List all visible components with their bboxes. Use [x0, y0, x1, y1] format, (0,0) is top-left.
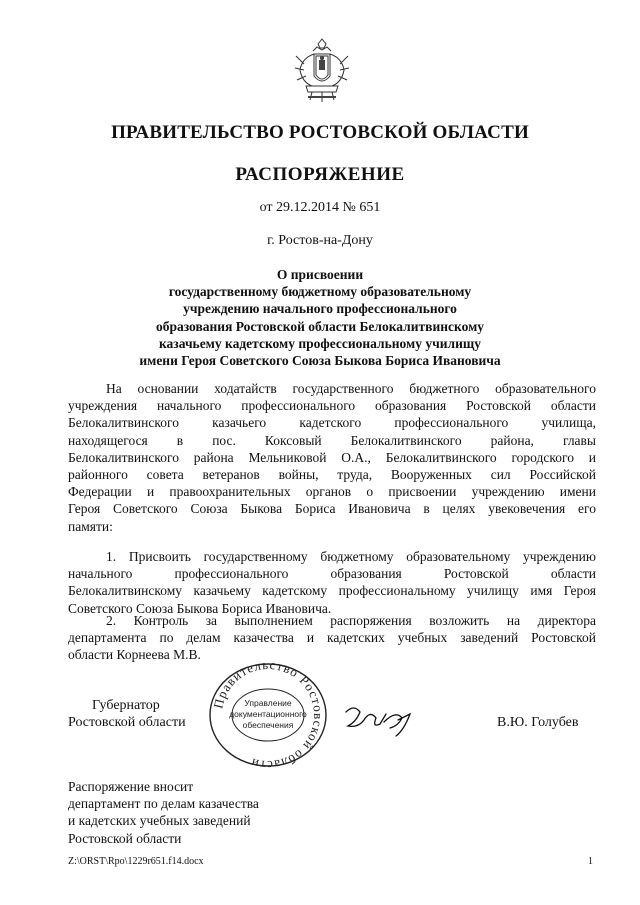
organization-title: ПРАВИТЕЛЬСТВО РОСТОВСКОЙ ОБЛАСТИ: [111, 122, 529, 143]
subject-line: О присвоении: [276, 267, 364, 282]
paragraph-line: Федерации и правоохранительных органов о присвоении учреждению имени: [68, 484, 596, 500]
official-seal-icon: [202, 660, 334, 770]
subject-line: государственному бюджетному образовательному: [168, 284, 472, 300]
resolution-item-1: [68, 548, 596, 617]
document-subject: [120, 266, 520, 369]
submitted-line: и кадетских учебных заведений: [68, 813, 251, 829]
preamble-paragraph: [68, 380, 596, 535]
document-date-number: от 29.12.2014 № 651: [259, 200, 381, 215]
paragraph-line: На основании ходатайств государственного бюджетного образовательного: [106, 381, 596, 396]
seal-center-line: документационного: [229, 709, 307, 719]
subject-line: образования Ростовской области Белокалитвинскому: [155, 318, 485, 334]
paragraph-line: Белокалитвинского казачьего кадетского профессионального училища,: [68, 415, 596, 431]
page-number: 1: [588, 856, 593, 867]
file-path: Z:\ORST\Rpo\1229r651.f14.docx: [68, 856, 204, 867]
subject-line: имени Героя Советского Союза Быкова Бориса Ивановича: [139, 353, 501, 369]
paragraph-line: Белокалитвинскому казачьему кадетскому профессиональному училищу имя Героя: [68, 583, 596, 599]
paragraph-line: 2. Контроль за выполнением распоряжения возложить на директора: [106, 613, 596, 628]
subject-line: казачьему кадетскому профессиональному училищу: [158, 335, 481, 351]
resolution-item-2: [68, 612, 596, 664]
document-type: РАСПОРЯЖЕНИЕ: [235, 164, 405, 185]
signatory-name: В.Ю. Голубев: [497, 715, 579, 730]
submitted-line: департамент по делам казачества: [68, 796, 259, 812]
submitted-line: Распоряжение вносит: [68, 779, 194, 794]
submitted-by-block: [68, 778, 259, 847]
paragraph-line: 1. Присвоить государственному бюджетному образовательному учреждению: [106, 549, 596, 564]
document-city: г. Ростов-на-Дону: [267, 233, 373, 248]
signatory-region: Ростовской области: [68, 715, 186, 730]
paragraph-line: начального профессионального образования Ростовской области: [68, 566, 596, 582]
paragraph-line: памяти:: [68, 518, 113, 534]
coat-of-arms-icon: [292, 36, 352, 106]
submitted-line: Ростовской области: [68, 830, 182, 846]
handwritten-signature-icon: [340, 700, 430, 740]
seal-ring-text: Правительство Ростовской области: [210, 660, 327, 770]
paragraph-line: учреждения начального профессионального образования Ростовской области: [68, 398, 596, 414]
paragraph-line: Белокалитвинского района Мельниковой О.А., Белокалитвинского городского и: [68, 449, 596, 465]
seal-center-line: Управление: [244, 698, 292, 708]
paragraph-line: районного совета ветеранов войны, труда, Вооруженных сил Российской: [68, 467, 596, 483]
paragraph-line: области Корнеева М.В.: [68, 647, 201, 663]
paragraph-line: находящегося в пос. Коксовый Белокалитвинского района, главы: [68, 432, 596, 448]
paragraph-line: Героя Советского Союза Быкова Бориса Ивановича в целях увековечения его: [68, 501, 596, 517]
signatory-position: Губернатор: [92, 698, 160, 713]
paragraph-line: департамента по делам казачества и кадетских учебных заведений Ростовской: [68, 630, 596, 646]
subject-line: учреждению начального профессионального: [183, 301, 457, 317]
seal-center-line: обеспечения: [242, 720, 294, 730]
paragraph-line: Советского Союза Быкова Бориса Ивановича.: [68, 600, 332, 616]
